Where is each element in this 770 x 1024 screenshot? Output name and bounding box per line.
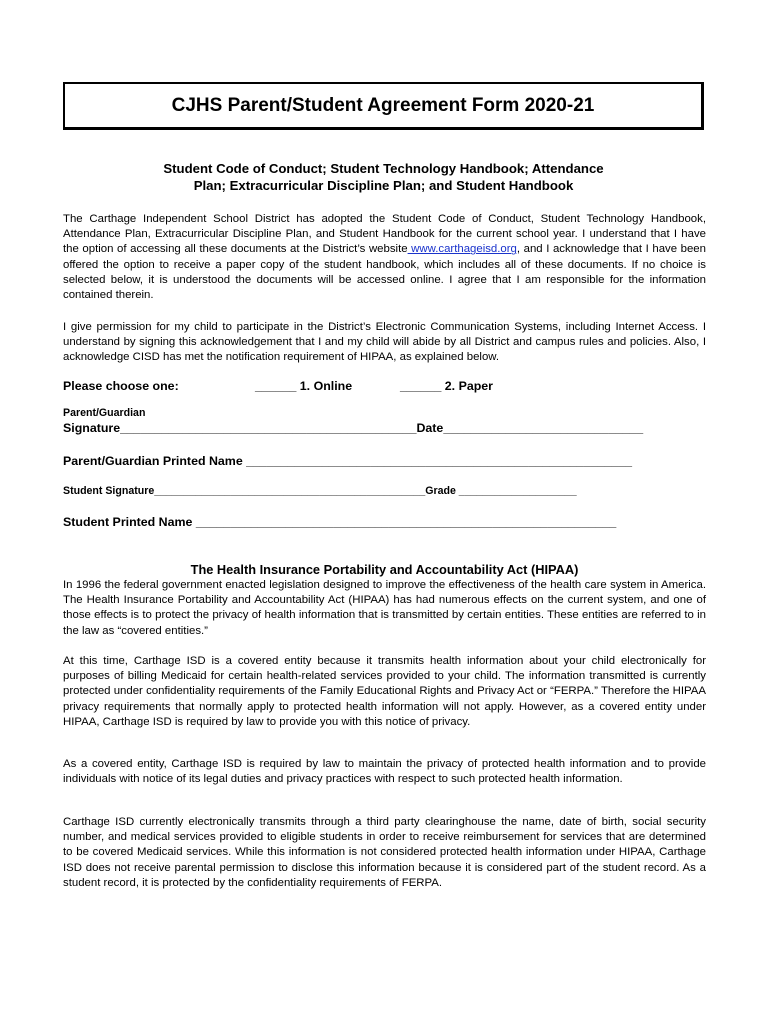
choice-online[interactable]: ______ 1. Online — [255, 379, 353, 393]
intro-text-after-link: , and I acknowledge that I have been offered the option to receive a paper copy of the student handbook, which includes all of these documents. If no choice is selected below, it is understood the documents will be accessed online. I agree that I am responsible for the information contained therein. — [63, 243, 706, 302]
student-printed-name-line[interactable]: Student Printed Name _____________________________________________________________ — [63, 515, 617, 529]
guardian-printed-name-line[interactable]: Parent/Guardian Printed Name ________________________________________________________ — [63, 454, 633, 468]
subtitle-line-1: Student Code of Conduct; Student Technology Handbook; Attendance — [163, 161, 604, 176]
hipaa-heading: The Health Insurance Portability and Accountability Act (HIPAA) — [190, 562, 579, 577]
hipaa-paragraph-1: In 1996 the federal government enacted legislation designed to improve the effectiveness of the health care system in America. The Health Insurance Portability and Accountability Act (HIPAA) has had numerous effects on the current system, and one of those effects is to protect the privacy of health information that is transmitted by certain entities. These entities are referred to in the law as “covered entities.” — [63, 579, 706, 637]
hipaa-paragraph-3: As a covered entity, Carthage ISD is required by law to maintain the privacy of protected health information and to provide individuals with notice of its legal duties and privacy practices with respect to such protected health information. — [63, 758, 706, 786]
subtitle-line-2: Plan; Extracurricular Discipline Plan; and Student Handbook — [193, 178, 574, 193]
choice-row — [63, 379, 493, 393]
guardian-signature-line[interactable]: Signature___________________________________________Date_____________________________ — [63, 421, 644, 435]
choice-paper[interactable]: ______ 2. Paper — [400, 379, 494, 393]
intro-text-before-link: The Carthage Independent School District has adopted the Student Code of Conduct, Student Technology Handbook, Attendance Plan, Extracurricular Discipline Plan, and Student Handbook for the current school year. I understand that I have the option of accessing all these documents at the District’s website — [63, 213, 706, 256]
document-subtitle — [63, 160, 704, 194]
hipaa-paragraph-2: At this time, Carthage ISD is a covered entity because it transmits health information about your child electronically for purposes of billing Medicaid for certain health-related services provided to your child. The information transmitted is currently protected under confidentiality requirements of the Family Educational Rights and Privacy Act or “FERPA.” Therefore the HIPAA privacy requirements that normally apply to protected health information will not apply. However, as a covered entity under HIPAA, Carthage ISD is required by law to provide you with this notice of privacy. — [63, 655, 706, 728]
title-box — [63, 82, 704, 130]
permission-paragraph: I give permission for my child to participate in the District’s Electronic Communication Systems, including Internet Access. I understand by signing this acknowledgement that I and my child will abide by all District and campus rules and policies. Also, I acknowledge CISD has met the notification requirement of HIPAA, as explained below. — [63, 321, 706, 364]
hipaa-paragraph-4: Carthage ISD currently electronically transmits through a third party clearinghouse the name, date of birth, social security number, and medical services provided to eligible students in order to receive reimbursement for services that are determined to be covered Medicaid services. While this information is not considered protected health information under HIPAA, Carthage ISD does not receive parental permission to disclose this information because it is considered part of the student record. As a student record, it is protected by the confidentiality requirements of FERPA. — [63, 816, 706, 889]
guardian-label-top: Parent/Guardian — [63, 407, 146, 419]
choice-label: Please choose one: — [63, 379, 179, 393]
intro-paragraph — [63, 212, 706, 303]
district-website-link[interactable]: www.carthageisd.org — [407, 243, 517, 256]
page-title: CJHS Parent/Student Agreement Form 2020-21 — [171, 94, 595, 116]
student-signature-line[interactable]: Student Signature______________________________________________Grade ____________________ — [63, 485, 577, 497]
